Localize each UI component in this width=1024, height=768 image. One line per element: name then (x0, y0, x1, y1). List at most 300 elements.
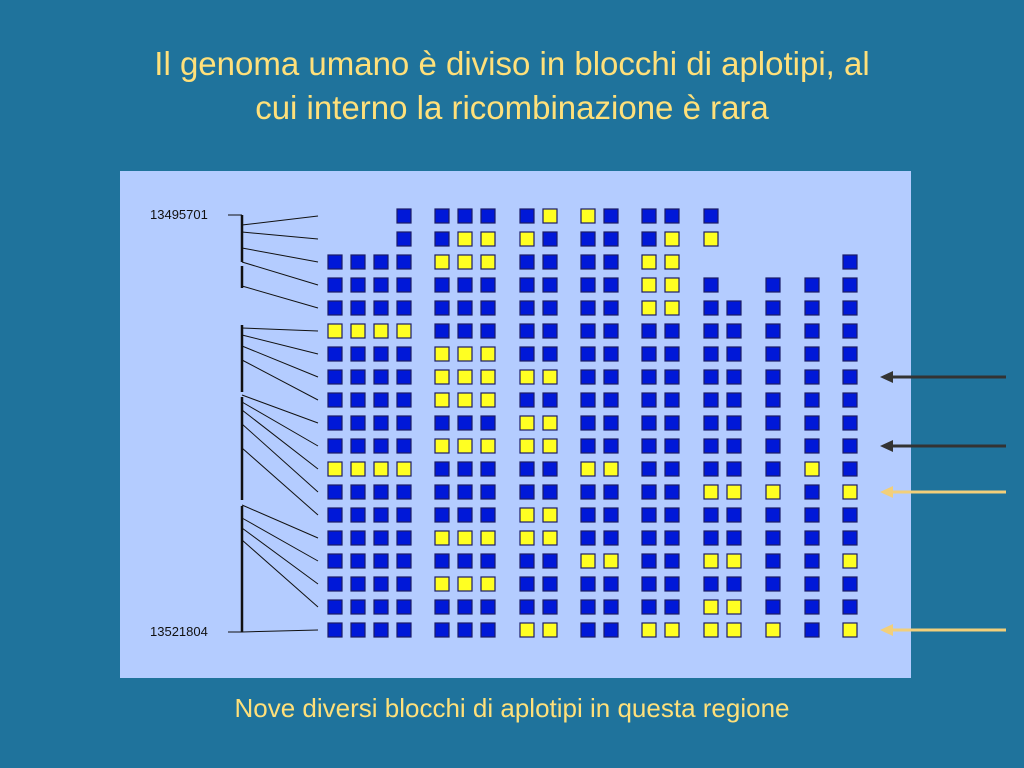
haplotype-cell (704, 531, 718, 545)
haplotype-cell (766, 623, 780, 637)
haplotype-cell (458, 485, 472, 499)
haplotype-cell (374, 439, 388, 453)
haplotype-cell (328, 623, 342, 637)
haplotype-cell (543, 462, 557, 476)
haplotype-cell (843, 370, 857, 384)
haplotype-cell (727, 301, 741, 315)
haplotype-cell (328, 577, 342, 591)
haplotype-cell (704, 209, 718, 223)
haplotype-cell (543, 600, 557, 614)
haplotype-cell (328, 554, 342, 568)
annotation-arrows (880, 371, 1006, 636)
haplotype-cell (665, 324, 679, 338)
haplotype-cell (543, 278, 557, 292)
haplotype-cell (704, 577, 718, 591)
haplotype-cell (766, 531, 780, 545)
haplotype-cell (843, 600, 857, 614)
haplotype-cell (843, 554, 857, 568)
haplotype-cell (520, 370, 534, 384)
haplotype-cell (397, 347, 411, 361)
haplotype-cell (843, 255, 857, 269)
haplotype-cell (766, 347, 780, 361)
haplotype-cell (704, 393, 718, 407)
haplotype-cell (328, 508, 342, 522)
haplotype-cell (351, 531, 365, 545)
haplotype-cell (704, 462, 718, 476)
haplotype-cell (805, 462, 819, 476)
haplotype-cell (766, 600, 780, 614)
title-line-2: cui interno la ricombinazione è rara (255, 89, 769, 126)
haplotype-cell (766, 577, 780, 591)
haplotype-cell (704, 439, 718, 453)
haplotype-cell (843, 278, 857, 292)
haplotype-cell (805, 600, 819, 614)
annotation-arrow (880, 624, 1006, 636)
haplotype-cell (435, 439, 449, 453)
haplotype-cell (328, 600, 342, 614)
haplotype-cell (397, 393, 411, 407)
haplotype-cell (520, 577, 534, 591)
haplotype-cell (328, 439, 342, 453)
haplotype-cell (481, 623, 495, 637)
haplotype-cell (374, 623, 388, 637)
haplotype-cell (642, 255, 656, 269)
haplotype-cell (520, 324, 534, 338)
haplotype-cell (581, 600, 595, 614)
haplotype-cell (397, 485, 411, 499)
haplotype-cell (805, 393, 819, 407)
haplotype-cell (397, 255, 411, 269)
haplotype-cell (604, 439, 618, 453)
haplotype-cell (581, 485, 595, 499)
haplotype-cell (543, 324, 557, 338)
haplotype-cell (397, 324, 411, 338)
haplotype-cell (581, 255, 595, 269)
haplotype-cell (435, 485, 449, 499)
haplotype-cell (727, 577, 741, 591)
haplotype-cell (727, 462, 741, 476)
haplotype-cell (704, 416, 718, 430)
haplotype-cell (642, 554, 656, 568)
haplotype-cell (397, 531, 411, 545)
haplotype-cell (805, 416, 819, 430)
haplotype-cell (520, 531, 534, 545)
haplotype-cell (727, 393, 741, 407)
haplotype-cell (458, 301, 472, 315)
haplotype-cell (458, 439, 472, 453)
coordinate-end-label: 13521804 (150, 624, 208, 639)
snp-connector (242, 286, 318, 308)
haplotype-cell (642, 485, 656, 499)
haplotype-cell (458, 255, 472, 269)
haplotype-cell (374, 255, 388, 269)
haplotype-cell (458, 209, 472, 223)
haplotype-cell (328, 485, 342, 499)
haplotype-cell (435, 600, 449, 614)
haplotype-cell (581, 209, 595, 223)
haplotype-cell (458, 554, 472, 568)
haplotype-cell (704, 370, 718, 384)
haplotype-cell (805, 531, 819, 545)
haplotype-cell (766, 439, 780, 453)
haplotype-cell (604, 255, 618, 269)
haplotype-cell (642, 439, 656, 453)
haplotype-cell (520, 462, 534, 476)
haplotype-cell (665, 508, 679, 522)
haplotype-cell (766, 324, 780, 338)
haplotype-cell (374, 347, 388, 361)
haplotype-cell (642, 623, 656, 637)
haplotype-cell (520, 416, 534, 430)
haplotype-cell (481, 393, 495, 407)
haplotype-cell (520, 623, 534, 637)
haplotype-cell (481, 278, 495, 292)
haplotype-cell (351, 278, 365, 292)
haplotype-cell (481, 347, 495, 361)
haplotype-cell (805, 278, 819, 292)
haplotype-cell (543, 232, 557, 246)
haplotype-cell (481, 324, 495, 338)
haplotype-cell (665, 209, 679, 223)
haplotype-cell (458, 600, 472, 614)
haplotype-cell (642, 324, 656, 338)
haplotype-cell (642, 278, 656, 292)
haplotype-cell (704, 347, 718, 361)
haplotype-cell (481, 232, 495, 246)
haplotype-cell (435, 577, 449, 591)
snp-connector (242, 248, 318, 262)
haplotype-cell (520, 278, 534, 292)
haplotype-cell (543, 301, 557, 315)
haplotype-cell (642, 462, 656, 476)
haplotype-cell (458, 393, 472, 407)
haplotype-cell (543, 209, 557, 223)
haplotype-cell (581, 531, 595, 545)
haplotype-cell (481, 209, 495, 223)
haplotype-cell (351, 347, 365, 361)
haplotype-cell (581, 278, 595, 292)
haplotype-cell (581, 416, 595, 430)
haplotype-cell (665, 531, 679, 545)
haplotype-cell (351, 393, 365, 407)
haplotype-cell (458, 416, 472, 430)
haplotype-cell (665, 278, 679, 292)
haplotype-cell (374, 531, 388, 545)
haplotype-cell (351, 370, 365, 384)
haplotype-cell (642, 347, 656, 361)
snp-connector (242, 540, 318, 607)
haplotype-cell (604, 600, 618, 614)
haplotype-cell (665, 485, 679, 499)
haplotype-cell (397, 370, 411, 384)
haplotype-cell (397, 439, 411, 453)
haplotype-cell (805, 508, 819, 522)
snp-connector (242, 505, 318, 538)
haplotype-cell (481, 600, 495, 614)
haplotype-cell (727, 531, 741, 545)
haplotype-cell (458, 577, 472, 591)
haplotype-cell (374, 577, 388, 591)
haplotype-cell (581, 508, 595, 522)
haplotype-cell (604, 209, 618, 223)
haplotype-cell (604, 324, 618, 338)
haplotype-cell (543, 347, 557, 361)
haplotype-cell (727, 485, 741, 499)
haplotype-cell (843, 485, 857, 499)
haplotype-cell (374, 301, 388, 315)
haplotype-cell (581, 577, 595, 591)
haplotype-cell (328, 531, 342, 545)
haplotype-cell (328, 301, 342, 315)
haplotype-cell (481, 255, 495, 269)
title-line-1: Il genoma umano è diviso in blocchi di aplotipi, al (154, 45, 870, 82)
haplotype-cell (397, 301, 411, 315)
haplotype-cell (374, 554, 388, 568)
haplotype-cell (727, 600, 741, 614)
haplotype-cell (351, 439, 365, 453)
haplotype-cell (351, 324, 365, 338)
haplotype-cell (397, 623, 411, 637)
snp-connector (242, 262, 318, 285)
haplotype-cell (374, 416, 388, 430)
haplotype-cell (704, 485, 718, 499)
haplotype-cell (481, 508, 495, 522)
haplotype-cell (328, 370, 342, 384)
haplotype-cell (665, 232, 679, 246)
haplotype-cell (642, 600, 656, 614)
haplotype-cell (727, 370, 741, 384)
haplotype-cell (727, 554, 741, 568)
haplotype-cell (543, 485, 557, 499)
haplotype-cell (520, 554, 534, 568)
haplotype-cell (843, 416, 857, 430)
annotation-arrow (880, 440, 1006, 452)
haplotype-cell (543, 393, 557, 407)
haplotype-cell (642, 531, 656, 545)
haplotype-cell (458, 232, 472, 246)
haplotype-cell (665, 347, 679, 361)
haplotype-cell (604, 370, 618, 384)
haplotype-cell (581, 301, 595, 315)
haplotype-cell (604, 623, 618, 637)
haplotype-cell (435, 301, 449, 315)
haplotype-cell (435, 554, 449, 568)
slide-caption: Nove diversi blocchi di aplotipi in questa regione (234, 693, 790, 723)
haplotype-cell (481, 370, 495, 384)
haplotype-cell (704, 600, 718, 614)
haplotype-cell (397, 209, 411, 223)
snp-connector (242, 232, 318, 239)
haplotype-cell (642, 416, 656, 430)
haplotype-cell (520, 347, 534, 361)
haplotype-cell (665, 439, 679, 453)
haplotype-cell (328, 255, 342, 269)
haplotype-cell (374, 324, 388, 338)
haplotype-cell (581, 370, 595, 384)
haplotype-cell (481, 301, 495, 315)
haplotype-cell (458, 531, 472, 545)
haplotype-cell (374, 393, 388, 407)
haplotype-cell (543, 577, 557, 591)
haplotype-cell (374, 370, 388, 384)
haplotype-cell (581, 554, 595, 568)
haplotype-cell (458, 324, 472, 338)
haplotype-cell (581, 232, 595, 246)
haplotype-cell (805, 370, 819, 384)
haplotype-cell (843, 577, 857, 591)
haplotype-cell (328, 347, 342, 361)
haplotype-cell (727, 324, 741, 338)
haplotype-cell (604, 416, 618, 430)
haplotype-cell (328, 462, 342, 476)
haplotype-cell (604, 301, 618, 315)
haplotype-cell (727, 439, 741, 453)
haplotype-cell (665, 393, 679, 407)
haplotype-cell (704, 324, 718, 338)
haplotype-cell (397, 554, 411, 568)
haplotype-cell (351, 255, 365, 269)
haplotype-cell (351, 508, 365, 522)
haplotype-cell (520, 439, 534, 453)
haplotype-cell (397, 232, 411, 246)
haplotype-cell (805, 324, 819, 338)
haplotype-cell (665, 577, 679, 591)
haplotype-cell (435, 416, 449, 430)
snp-connector (242, 518, 318, 561)
haplotype-cell (604, 232, 618, 246)
snp-connector (242, 528, 318, 584)
haplotype-cell (351, 301, 365, 315)
haplotype-cell (665, 623, 679, 637)
haplotype-cell (351, 554, 365, 568)
haplotype-cell (435, 347, 449, 361)
haplotype-cell (397, 462, 411, 476)
haplotype-cell (520, 232, 534, 246)
haplotype-cell (543, 531, 557, 545)
haplotype-cell (766, 508, 780, 522)
haplotype-cell (805, 439, 819, 453)
haplotype-cell (642, 232, 656, 246)
haplotype-cell (435, 623, 449, 637)
haplotype-cell (604, 347, 618, 361)
haplotype-cell (435, 462, 449, 476)
haplotype-cell (604, 577, 618, 591)
haplotype-cell (665, 370, 679, 384)
haplotype-cell (604, 278, 618, 292)
haplotype-cell (543, 439, 557, 453)
haplotype-cell (604, 462, 618, 476)
haplotype-cell (351, 416, 365, 430)
haplotype-cell (642, 209, 656, 223)
haplotype-cell (397, 508, 411, 522)
haplotype-cell (766, 278, 780, 292)
haplotype-cell (435, 393, 449, 407)
haplotype-cell (520, 485, 534, 499)
haplotype-cell (581, 324, 595, 338)
haplotype-cell (704, 508, 718, 522)
haplotype-cell (481, 577, 495, 591)
haplotype-cell (665, 416, 679, 430)
haplotype-cell (481, 439, 495, 453)
haplotype-cell (766, 462, 780, 476)
haplotype-cell (581, 462, 595, 476)
coordinate-start-label: 13495701 (150, 207, 208, 222)
haplotype-cell (543, 255, 557, 269)
haplotype-cell (727, 347, 741, 361)
haplotype-cell (766, 370, 780, 384)
haplotype-cell (435, 232, 449, 246)
haplotype-cell (704, 232, 718, 246)
haplotype-cell (435, 531, 449, 545)
haplotype-cell (805, 347, 819, 361)
haplotype-cell (374, 508, 388, 522)
snp-connector (242, 360, 318, 400)
haplotype-cell (665, 255, 679, 269)
haplotype-cell (805, 301, 819, 315)
haplotype-cell (481, 531, 495, 545)
haplotype-cell (766, 554, 780, 568)
haplotype-cell (458, 347, 472, 361)
haplotype-cell (458, 462, 472, 476)
haplotype-cell (766, 485, 780, 499)
haplotype-cell (604, 393, 618, 407)
annotation-arrow (880, 486, 1006, 498)
haplotype-cell (766, 416, 780, 430)
haplotype-cell (328, 393, 342, 407)
haplotype-cell (805, 623, 819, 637)
haplotype-cell (665, 554, 679, 568)
haplotype-cell (543, 416, 557, 430)
haplotype-cell (581, 623, 595, 637)
haplotype-cell (481, 485, 495, 499)
haplotype-cell (843, 324, 857, 338)
haplotype-cell (328, 278, 342, 292)
haplotype-cell (351, 623, 365, 637)
haplotype-cell (520, 255, 534, 269)
haplotype-cell (543, 370, 557, 384)
haplotype-cell (543, 554, 557, 568)
haplotype-cell (704, 623, 718, 637)
haplotype-cell (543, 623, 557, 637)
haplotype-cell (435, 370, 449, 384)
haplotype-cell (374, 485, 388, 499)
snp-connector (242, 328, 318, 331)
haplotype-cell (704, 301, 718, 315)
haplotype-cell (604, 531, 618, 545)
haplotype-cell (520, 301, 534, 315)
haplotype-cell (397, 600, 411, 614)
haplotype-cell (843, 301, 857, 315)
haplotype-cell (543, 508, 557, 522)
haplotype-cell (351, 462, 365, 476)
haplotype-cell (520, 600, 534, 614)
haplotype-cell (704, 278, 718, 292)
haplotype-cell (727, 623, 741, 637)
haplotype-cell (704, 554, 718, 568)
haplotype-cell (481, 554, 495, 568)
haplotype-cell (766, 301, 780, 315)
haplotype-cell (727, 508, 741, 522)
haplotype-cell (458, 508, 472, 522)
snp-connector (242, 216, 318, 225)
haplotype-cell (843, 623, 857, 637)
haplotype-cell (843, 347, 857, 361)
haplotype-cell (481, 462, 495, 476)
haplotype-cell (604, 485, 618, 499)
haplotype-cell (581, 439, 595, 453)
haplotype-cell (374, 600, 388, 614)
haplotype-cell (351, 485, 365, 499)
